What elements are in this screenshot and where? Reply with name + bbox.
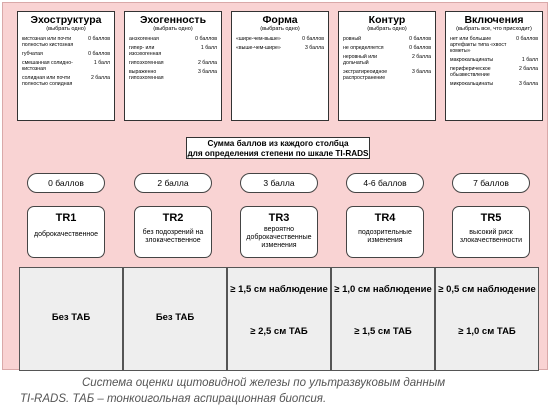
points-pill-tr4: 4-6 баллов: [346, 173, 424, 193]
recommendation-observe: ≥ 1,0 см наблюдение: [334, 284, 432, 295]
tr-box-4: [346, 206, 424, 258]
category-subtitle: (выбрать одно): [153, 26, 193, 32]
category-subtitle: (выбрать все, что присходит): [456, 26, 532, 32]
tr-description: подозрительные изменения: [358, 229, 412, 244]
tr-code: TR5: [480, 212, 502, 224]
recommendation-text: Без ТАБ: [155, 312, 195, 323]
category-row: гипоэхогенная 2 балла: [129, 60, 217, 66]
tr-code: TR4: [374, 212, 396, 224]
recommendation-box-tr1: [19, 267, 123, 371]
tr-code: TR2: [162, 212, 184, 224]
category-row: «шире-чем-выше» 0 баллов: [236, 36, 324, 42]
category-title: Включения: [464, 14, 524, 26]
recommendation-box-tr2: [123, 267, 227, 371]
category-row: периферическое обызвествление 2 балла: [450, 66, 538, 78]
figure-caption: [0, 375, 550, 407]
category-row: экстратиреоидное распространение 3 балла: [343, 69, 431, 81]
tr-box-2: [134, 206, 212, 258]
category-row: неровный или дольчатый 2 балла: [343, 54, 431, 66]
tr-description: высокий риск злокачественности: [459, 229, 523, 244]
category-row: солидная или почти полностью солидная 2 балла: [22, 75, 110, 87]
points-pill-tr3: 3 балла: [240, 173, 318, 193]
tr-code: TR3: [268, 212, 290, 224]
sum-line-1: Сумма баллов из каждого столбца: [207, 139, 349, 148]
recommendation-box-tr5: [435, 267, 539, 371]
tirads-diagram: [2, 2, 548, 370]
category-title: Контур: [368, 14, 406, 26]
category-row: выраженно гипоэхогенная 3 балла: [129, 69, 217, 81]
category-row: «выше-чем-шире» 3 балла: [236, 45, 324, 51]
category-row: гипер- или изоэхогенная 1 балл: [129, 45, 217, 57]
category-subtitle: (выбрать одно): [367, 26, 407, 32]
tr-description: вероятно доброкачественные изменения: [246, 226, 312, 249]
points-pill-tr5: 7 баллов: [452, 173, 530, 193]
sum-line-2: для определения степени по шкале TI-RADS: [187, 149, 369, 158]
category-row: не определяется 0 баллов: [343, 45, 431, 51]
category-row: микрокальцинаты 3 балла: [450, 81, 538, 87]
category-row: ровный 0 баллов: [343, 36, 431, 42]
tr-description: доброкачественное: [33, 231, 99, 238]
category-card-shape: [231, 11, 329, 121]
tr-description: без подозрений на злокачественное: [142, 229, 204, 244]
recommendation-box-tr3: [227, 267, 331, 371]
points-pill-tr2: 2 балла: [134, 173, 212, 193]
tr-box-3: [240, 206, 318, 258]
category-subtitle: (выбрать одно): [46, 26, 86, 32]
category-card-echostructure: [17, 11, 115, 121]
caption-line-2: TI-RADS. ТАБ – тонкоигольная аспирационная биопсия.: [20, 393, 327, 405]
tr-box-5: [452, 206, 530, 258]
recommendation-box-tr4: [331, 267, 435, 371]
category-row: губчатая 0 баллов: [22, 51, 110, 57]
category-row: анэхогенная 0 баллов: [129, 36, 217, 42]
recommendation-text: Без ТАБ: [51, 312, 91, 323]
sum-instruction-box: [186, 137, 370, 159]
category-row: макрокальцинаты 1 балл: [450, 57, 538, 63]
category-title: Эхогенность: [139, 14, 207, 26]
recommendation-observe: ≥ 1,5 см наблюдение: [230, 284, 328, 295]
category-row: кистозная или почти полностью кистозная 0 баллов: [22, 36, 110, 48]
category-title: Эхоструктура: [30, 14, 102, 26]
recommendation-observe: ≥ 0,5 см наблюдение: [438, 284, 536, 295]
tr-code: TR1: [55, 212, 77, 224]
category-card-foci: [445, 11, 543, 121]
category-row: смешанная солидно-кистозная 1 балл: [22, 60, 110, 72]
recommendation-fna: ≥ 1,5 см ТАБ: [354, 326, 412, 337]
tr-box-1: [27, 206, 105, 258]
category-card-margin: [338, 11, 436, 121]
recommendation-fna: ≥ 2,5 см ТАБ: [250, 326, 308, 337]
points-pill-tr1: 0 баллов: [27, 173, 105, 193]
category-card-echogenicity: [124, 11, 222, 121]
recommendation-fna: ≥ 1,0 см ТАБ: [458, 326, 516, 337]
category-title: Форма: [262, 14, 298, 26]
category-row: нет или большие артефакты типа «хвост кометы» 0 баллов: [450, 36, 538, 54]
caption-line-1: Система оценки щитовидной железы по ультразвуковым данным: [82, 377, 446, 389]
category-subtitle: (выбрать одно): [260, 26, 300, 32]
